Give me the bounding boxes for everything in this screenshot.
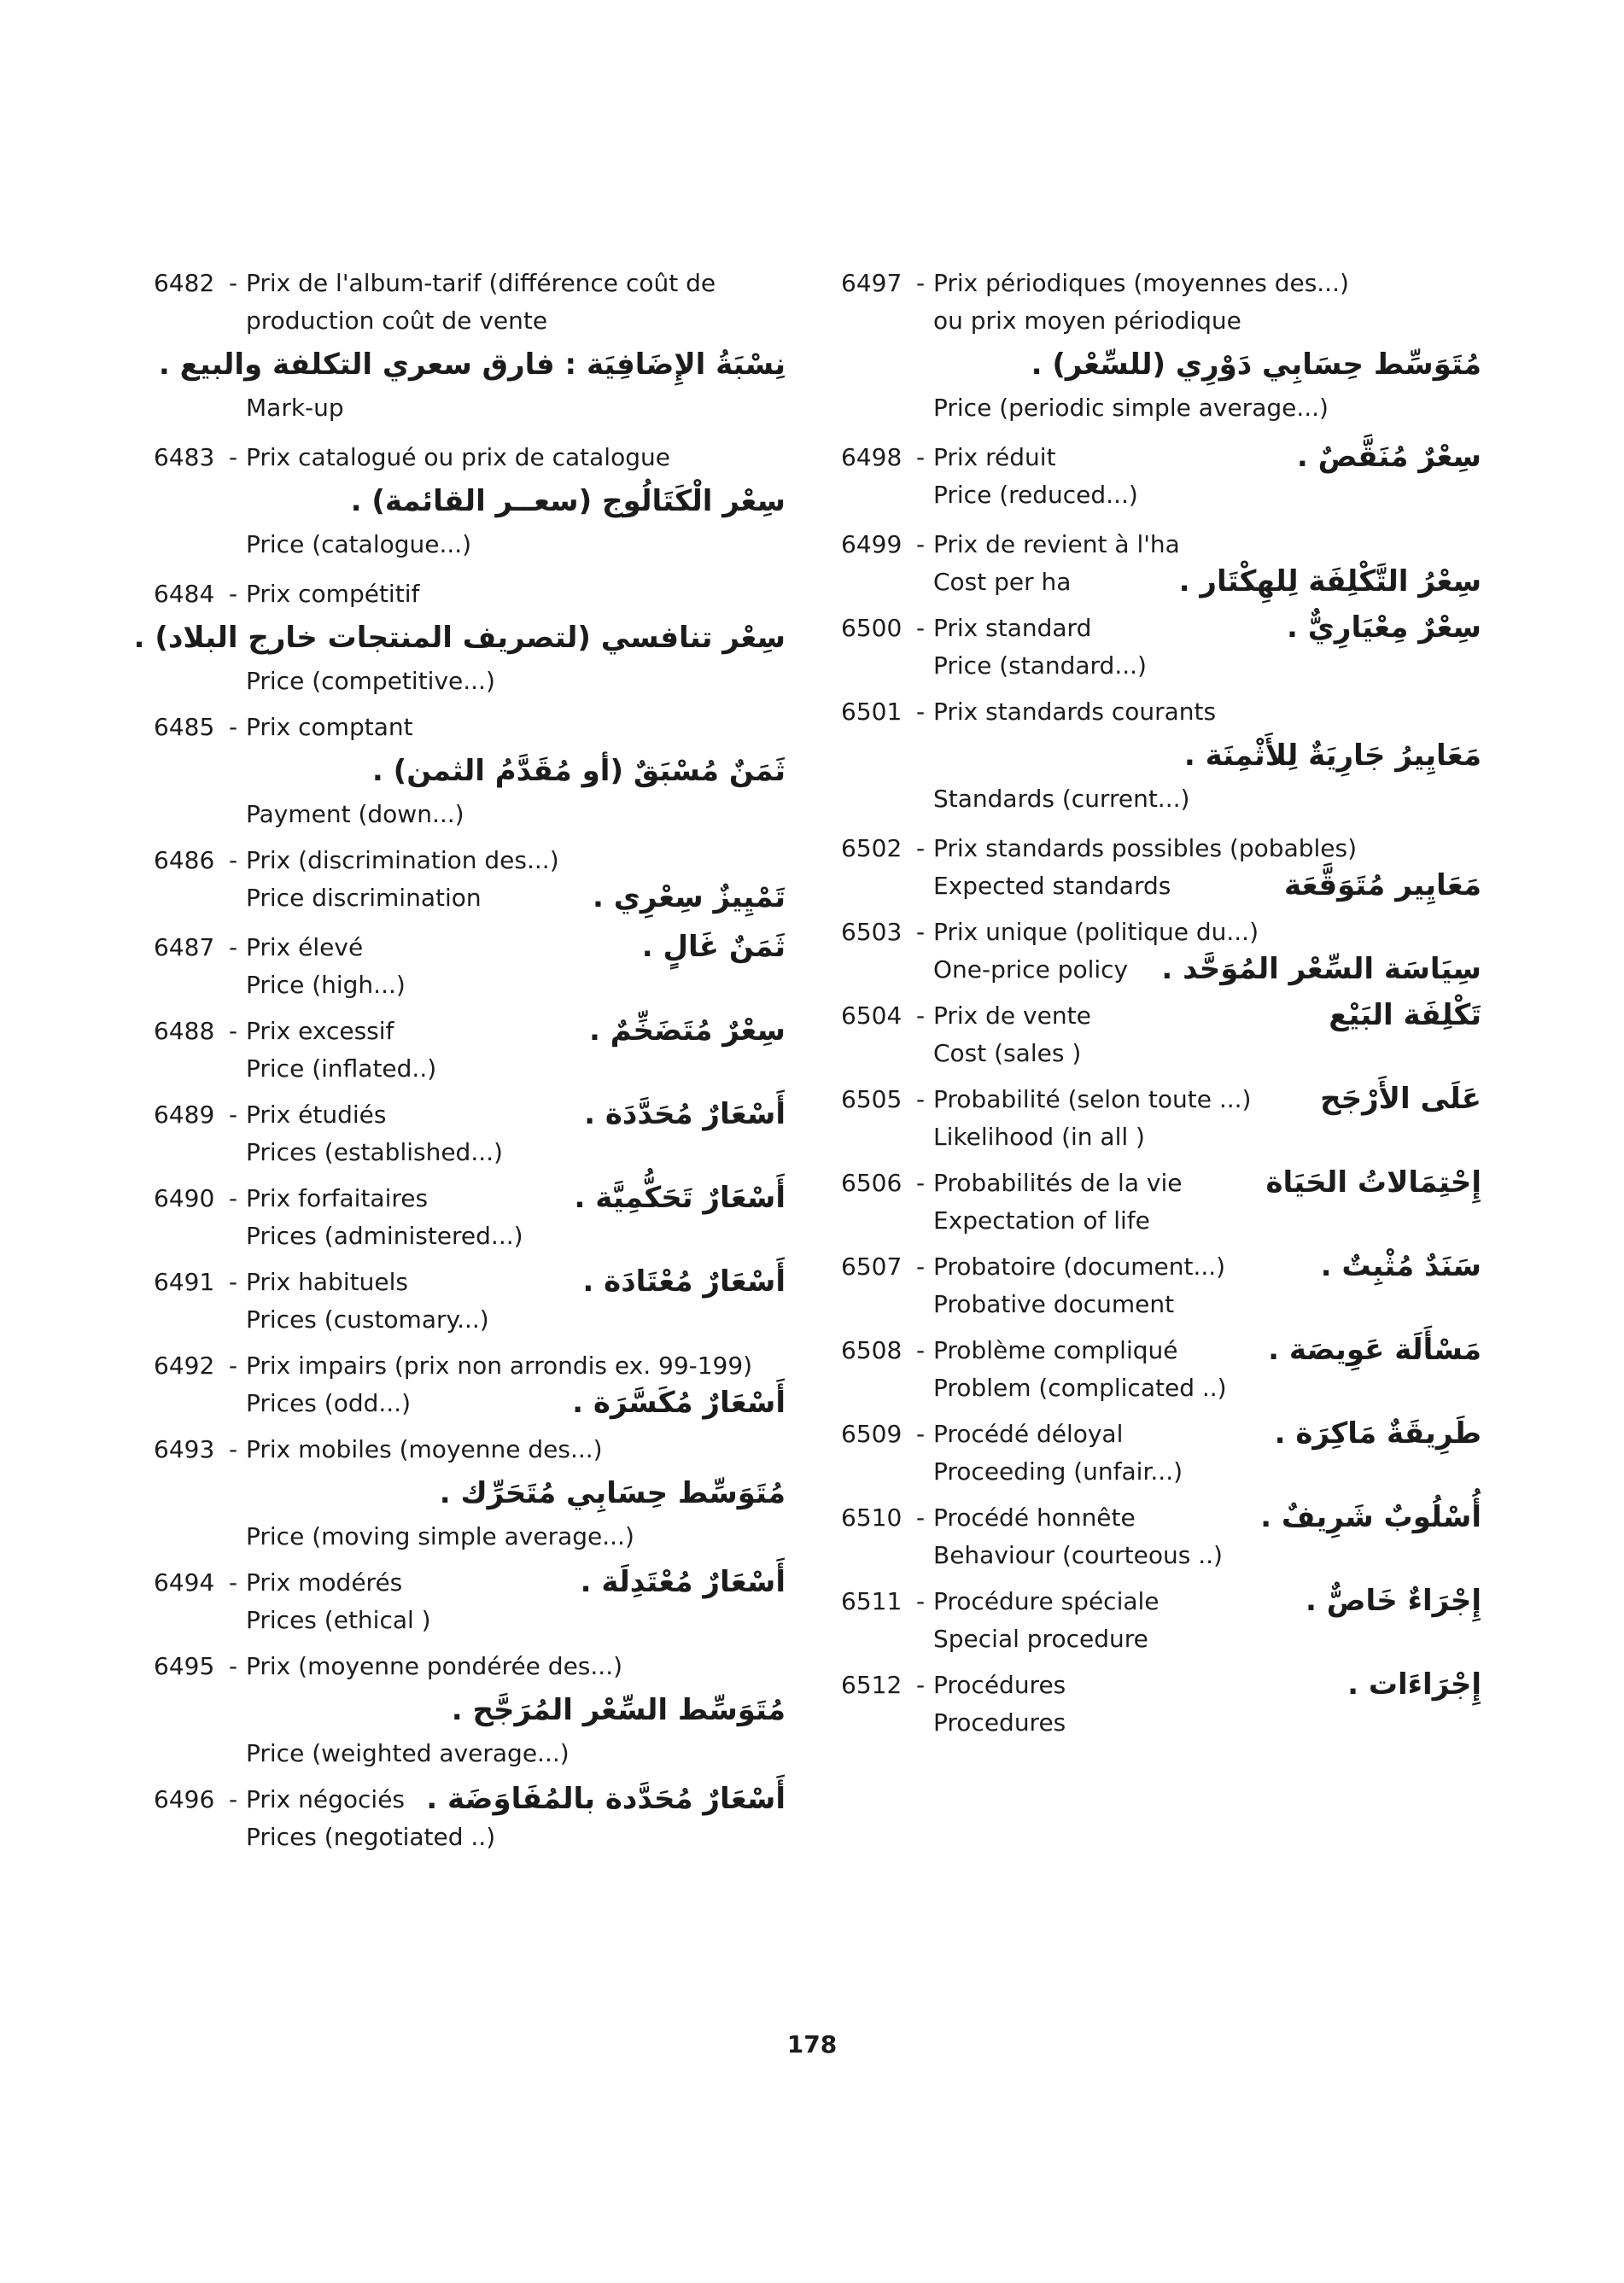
french-term: Prix standard	[933, 614, 1092, 642]
arabic-term: طَرِيقَةٌ مَاكِرَة .	[1274, 1416, 1481, 1451]
french-term: Procédé honnête	[933, 1504, 1136, 1532]
english-term: Price (standard...)	[933, 651, 1147, 680]
entry-heading	[154, 1564, 786, 1602]
glossary-entry	[154, 1564, 786, 1639]
entry-number: 6486	[154, 846, 215, 874]
arabic-term: سَنَدٌ مُثْبِتٌ .	[1320, 1249, 1481, 1283]
arabic-term: أَسْعَارٌ تَحَكُّمِيَّة .	[574, 1181, 786, 1215]
english-term: Price (reduced...)	[933, 481, 1138, 509]
glossary-entry	[841, 1667, 1481, 1742]
entry-heading	[841, 1583, 1481, 1620]
english-term: Prices (ethical )	[246, 1606, 431, 1634]
page-number: 178	[786, 2030, 838, 2058]
english-term: Cost per ha سِعْرُ التَّكْلِفَة لِلهِكْتَار .	[841, 563, 1481, 601]
entry-number: 6497	[841, 269, 903, 297]
glossary-entry	[841, 610, 1481, 685]
french-term: Procédures	[933, 1671, 1066, 1699]
arabic-term: ثَمَنٌ غَالٍ .	[641, 930, 786, 964]
arabic-term: إِجْرَاءٌ خَاصٌّ .	[1306, 1584, 1481, 1618]
glossary-entry	[841, 1165, 1481, 1240]
entry-heading	[841, 610, 1481, 647]
french-term: Prix impairs (prix non arrondis ex. 99-199)	[246, 1352, 753, 1380]
entry-dash: -	[228, 1184, 238, 1212]
french-term: Prix comptant	[246, 713, 413, 741]
french-term: Prix catalogué ou prix de catalogue	[246, 443, 670, 471]
entry-number: 6504	[841, 1001, 903, 1030]
french-term: Prix modérés	[246, 1568, 403, 1597]
english-term: Price discrimination تَمْيِيزٌ سِعْرِي .	[154, 879, 786, 917]
glossary-entry	[154, 439, 786, 563]
french-term: Procédé déloyal	[933, 1420, 1124, 1448]
french-term-continued: ou prix moyen périodique	[933, 307, 1241, 335]
entry-heading	[154, 439, 786, 476]
entry-number: 6488	[154, 1017, 215, 1045]
entry-dash: -	[228, 1017, 238, 1045]
arabic-term: ثَمَنٌ مُسْبَقٌ (أو مُقَدَّمُ الثمن) .	[371, 754, 786, 788]
arabic-term: سِيَاسَة السِّعْر المُوَحَّد .	[1161, 952, 1481, 986]
arabic-term: سِعْر الْكَتَالُوج (سعــر القائمة) .	[350, 484, 786, 518]
french-term: Prix standards courants	[933, 698, 1217, 726]
arabic-term: مَسْأَلَة عَوِيصَة .	[1268, 1333, 1481, 1367]
english-term: One-price policy سِيَاسَة السِّعْر المُوَحَّد .	[841, 951, 1481, 989]
english-term: Prices (negotiated ..)	[246, 1823, 496, 1851]
english-term: Price (weighted average...)	[246, 1739, 570, 1767]
french-term: Prix négociés	[246, 1785, 406, 1813]
english-term: Prices (administered...)	[246, 1222, 523, 1250]
english-term: Payment (down...)	[246, 800, 464, 828]
entry-dash: -	[915, 698, 926, 726]
arabic-term: أُسْلُوبٌ شَرِيفٌ .	[1260, 1500, 1481, 1534]
arabic-term: سِعْرٌ مِعْيَارِيٌّ .	[1287, 610, 1481, 645]
french-term: Probabilités de la vie	[933, 1169, 1183, 1197]
arabic-term: سِعْر تنافسي (لتصريف المنتجات خارج البلاد) .	[133, 621, 786, 655]
glossary-entry	[154, 1096, 786, 1171]
glossary-entry	[841, 1416, 1481, 1491]
glossary-entry	[154, 1347, 786, 1422]
english-term: Price (moving simple average...)	[246, 1522, 634, 1550]
entry-number: 6484	[154, 580, 215, 608]
entry-heading	[154, 929, 786, 966]
arabic-term: مُتَوَسِّط السِّعْر المُرَجَّح .	[451, 1693, 786, 1727]
arabic-term: سِعْرٌ مُتَضَخِّمٌ .	[589, 1013, 786, 1048]
entry-dash: -	[228, 1352, 238, 1380]
entry-heading	[841, 693, 1481, 731]
glossary-entry	[154, 1431, 786, 1556]
entry-dash: -	[228, 933, 238, 961]
english-term: Standards (current...)	[933, 785, 1190, 813]
entry-dash: -	[228, 269, 238, 297]
french-term: Prix forfaitaires	[246, 1184, 429, 1212]
glossary-entry	[841, 1081, 1481, 1156]
entry-dash: -	[915, 1336, 926, 1364]
arabic-term: مَعَايِيرُ جَارِيَةٌ لِلأَثْمِنَة .	[1183, 739, 1481, 773]
english-term: Price (periodic simple average...)	[933, 394, 1329, 422]
entry-number: 6503	[841, 918, 903, 946]
entry-dash: -	[915, 530, 926, 558]
arabic-term: تَمْيِيزٌ سِعْرِي .	[593, 880, 786, 914]
french-term: Probatoire (document...)	[933, 1252, 1226, 1281]
glossary-entry	[133, 575, 786, 700]
entry-number: 6507	[841, 1252, 903, 1281]
entry-number: 6485	[154, 713, 215, 741]
french-term: Probabilité (selon toute ...)	[933, 1085, 1252, 1113]
arabic-term: نِسْبَةُ الإِضَافِيَة : فارق سعري التكلفة والبيع .	[158, 347, 786, 382]
glossary-entry	[154, 842, 786, 917]
entry-heading	[841, 1499, 1481, 1537]
entry-heading	[154, 1781, 786, 1819]
french-term: Prix étudiés	[246, 1101, 387, 1129]
glossary-entry	[841, 914, 1481, 989]
glossary-entry	[841, 997, 1481, 1072]
glossary-entry	[841, 439, 1481, 514]
entry-heading	[841, 1081, 1481, 1118]
french-term: Prix excessif	[246, 1017, 394, 1045]
french-term: Prix périodiques (moyennes des...)	[933, 269, 1349, 297]
entry-dash: -	[228, 713, 238, 741]
entry-heading	[841, 1416, 1481, 1453]
entry-heading	[154, 1013, 786, 1050]
glossary-entry	[841, 1332, 1481, 1407]
glossary-entry	[154, 1180, 786, 1255]
entry-number: 6498	[841, 443, 903, 471]
glossary-entry	[841, 830, 1481, 905]
french-term: Prix réduit	[933, 443, 1056, 471]
glossary-entry	[154, 265, 786, 427]
english-term: Mark-up	[246, 394, 344, 422]
entry-number: 6489	[154, 1101, 215, 1129]
entry-number: 6508	[841, 1336, 903, 1364]
glossary-entry	[841, 693, 1481, 818]
entry-dash: -	[228, 1568, 238, 1597]
entry-number: 6511	[841, 1587, 903, 1615]
french-term: Prix standards possibles (pobables)	[933, 834, 1358, 862]
entry-number: 6483	[154, 443, 215, 471]
entry-number: 6494	[154, 1568, 215, 1597]
english-term: Prices (customary...)	[246, 1305, 489, 1334]
glossary-entry	[154, 709, 786, 833]
entry-heading	[841, 997, 1481, 1035]
french-term: Prix de revient à l'ha	[933, 530, 1180, 558]
entry-number: 6495	[154, 1652, 215, 1680]
left-column	[133, 265, 786, 1865]
arabic-term: سِعْرٌ مُنَقَّصٌ .	[1296, 440, 1481, 474]
english-term: Price (inflated..)	[246, 1054, 437, 1083]
entry-number: 6501	[841, 698, 903, 726]
arabic-term: أَسْعَارٌ مُحَدَّدة بالمُفَاوَضَة .	[426, 1782, 786, 1816]
entry-dash: -	[915, 1085, 926, 1113]
english-term: Expected standards مَعَايِير مُتَوَقَّعَة	[841, 867, 1481, 905]
english-term: Price (high...)	[246, 971, 406, 999]
arabic-term: أَسْعَارٌ مُعْتَدِلَة .	[580, 1565, 786, 1599]
entry-number: 6492	[154, 1352, 215, 1380]
english-term: Procedures	[933, 1708, 1066, 1737]
english-term: Cost (sales )	[933, 1039, 1082, 1067]
entry-dash: -	[228, 1435, 238, 1463]
arabic-term: عَلَى الأَرْجَح	[1320, 1082, 1481, 1116]
french-term: Prix mobiles (moyenne des...)	[246, 1435, 603, 1463]
entry-dash: -	[915, 614, 926, 642]
entry-heading	[841, 1332, 1481, 1369]
french-term: Prix (moyenne pondérée des...)	[246, 1652, 623, 1680]
glossary-entry	[841, 526, 1481, 601]
french-term: Prix (discrimination des...)	[246, 846, 559, 874]
french-term: Prix unique (politique du...)	[933, 918, 1259, 946]
entry-dash: -	[915, 443, 926, 471]
entry-dash: -	[228, 846, 238, 874]
entry-number: 6493	[154, 1435, 215, 1463]
entry-number: 6482	[154, 269, 215, 297]
french-term: Prix habituels	[246, 1268, 408, 1296]
entry-dash: -	[228, 443, 238, 471]
english-term: Special procedure	[933, 1625, 1148, 1653]
entry-heading	[154, 575, 786, 613]
entry-number: 6499	[841, 530, 903, 558]
entry-heading	[154, 1096, 786, 1134]
entry-number: 6487	[154, 933, 215, 961]
entry-dash: -	[228, 1101, 238, 1129]
entry-heading	[841, 1248, 1481, 1286]
arabic-term: إِجْرَاءَات .	[1347, 1667, 1481, 1702]
entry-number: 6509	[841, 1420, 903, 1448]
entry-number: 6512	[841, 1671, 903, 1699]
arabic-term: تَكْلِفَة البَيْع	[1329, 998, 1481, 1032]
english-term: Proceeding (unfair...)	[933, 1457, 1183, 1486]
french-term: Prix compétitif	[246, 580, 420, 608]
entry-dash: -	[915, 269, 926, 297]
entry-dash: -	[228, 1785, 238, 1813]
glossary-entry	[154, 1781, 786, 1856]
french-term: Prix de vente	[933, 1001, 1091, 1030]
entry-dash: -	[915, 1001, 926, 1030]
english-term: Problem (complicated ..)	[933, 1374, 1227, 1402]
english-term: Price (competitive...)	[246, 667, 495, 695]
arabic-term: مُتَوَسِّط حِسَابِي مُتَحَرِّك .	[439, 1476, 786, 1510]
entry-dash: -	[228, 1268, 238, 1296]
entry-number: 6505	[841, 1085, 903, 1113]
glossary-entry	[841, 1248, 1481, 1323]
entry-heading	[154, 1264, 786, 1301]
entry-number: 6496	[154, 1785, 215, 1813]
glossary-entry	[154, 929, 786, 1004]
english-term: Prices (odd...) أَسْعَارٌ مُكَسَّرَة .	[154, 1385, 786, 1422]
entry-number: 6490	[154, 1184, 215, 1212]
arabic-term: مَعَايِير مُتَوَقَّعَة	[1284, 868, 1481, 902]
entry-heading	[154, 1431, 786, 1468]
entry-heading	[841, 1165, 1481, 1202]
glossary-entry	[841, 265, 1481, 427]
arabic-term: إِحْتِمَالاتُ الحَيَاة	[1265, 1165, 1481, 1200]
english-term: Probative document	[933, 1290, 1175, 1318]
english-term: Expectation of life	[933, 1206, 1150, 1235]
entry-dash: -	[915, 1671, 926, 1699]
entry-dash: -	[915, 1587, 926, 1615]
arabic-term: أَسْعَارٌ مُعْتَادَة .	[582, 1264, 786, 1299]
entry-dash: -	[228, 1652, 238, 1680]
glossary-entry	[154, 1013, 786, 1088]
french-term: Problème compliqué	[933, 1336, 1178, 1364]
entry-heading	[841, 1667, 1481, 1704]
glossary-entry	[154, 1648, 786, 1772]
entry-number: 6502	[841, 834, 903, 862]
english-term: Price (catalogue...)	[246, 530, 472, 558]
french-term-continued: production coût de vente	[246, 307, 548, 335]
english-term: Prices (established...)	[246, 1138, 503, 1166]
entry-dash: -	[915, 1420, 926, 1448]
english-term: Likelihood (in all )	[933, 1123, 1145, 1151]
entry-number: 6506	[841, 1169, 903, 1197]
arabic-term: أَسْعَارٌ مُكَسَّرَة .	[572, 1386, 786, 1420]
entry-heading	[154, 709, 786, 746]
entry-dash: -	[915, 1252, 926, 1281]
entry-dash: -	[915, 1504, 926, 1532]
entry-dash: -	[915, 1169, 926, 1197]
english-term: Behaviour (courteous ..)	[933, 1541, 1223, 1569]
entry-heading	[154, 265, 786, 302]
entry-dash: -	[915, 918, 926, 946]
glossary-entry	[841, 1499, 1481, 1574]
arabic-term: سِعْرُ التَّكْلِفَة لِلهِكْتَار .	[1178, 564, 1481, 598]
french-term: Prix de l'album-tarif (différence coût de	[246, 269, 716, 297]
entry-number: 6510	[841, 1504, 903, 1532]
entry-number: 6500	[841, 614, 903, 642]
french-term: Prix élevé	[246, 933, 364, 961]
entry-dash: -	[915, 834, 926, 862]
arabic-term: أَسْعَارٌ مُحَدَّدَة .	[584, 1097, 786, 1131]
entry-heading	[154, 1180, 786, 1217]
glossary-entry	[154, 1264, 786, 1339]
entry-heading	[841, 265, 1481, 302]
entry-heading	[154, 1648, 786, 1685]
entry-number: 6491	[154, 1268, 215, 1296]
entry-dash: -	[228, 580, 238, 608]
french-term: Procédure spéciale	[933, 1587, 1160, 1615]
arabic-term: مُتَوَسِّط حِسَابِي دَوْرِي (للسِّعْر) .	[1031, 347, 1481, 382]
right-column	[841, 265, 1481, 1750]
glossary-entry	[841, 1583, 1481, 1658]
entry-heading	[841, 439, 1481, 476]
